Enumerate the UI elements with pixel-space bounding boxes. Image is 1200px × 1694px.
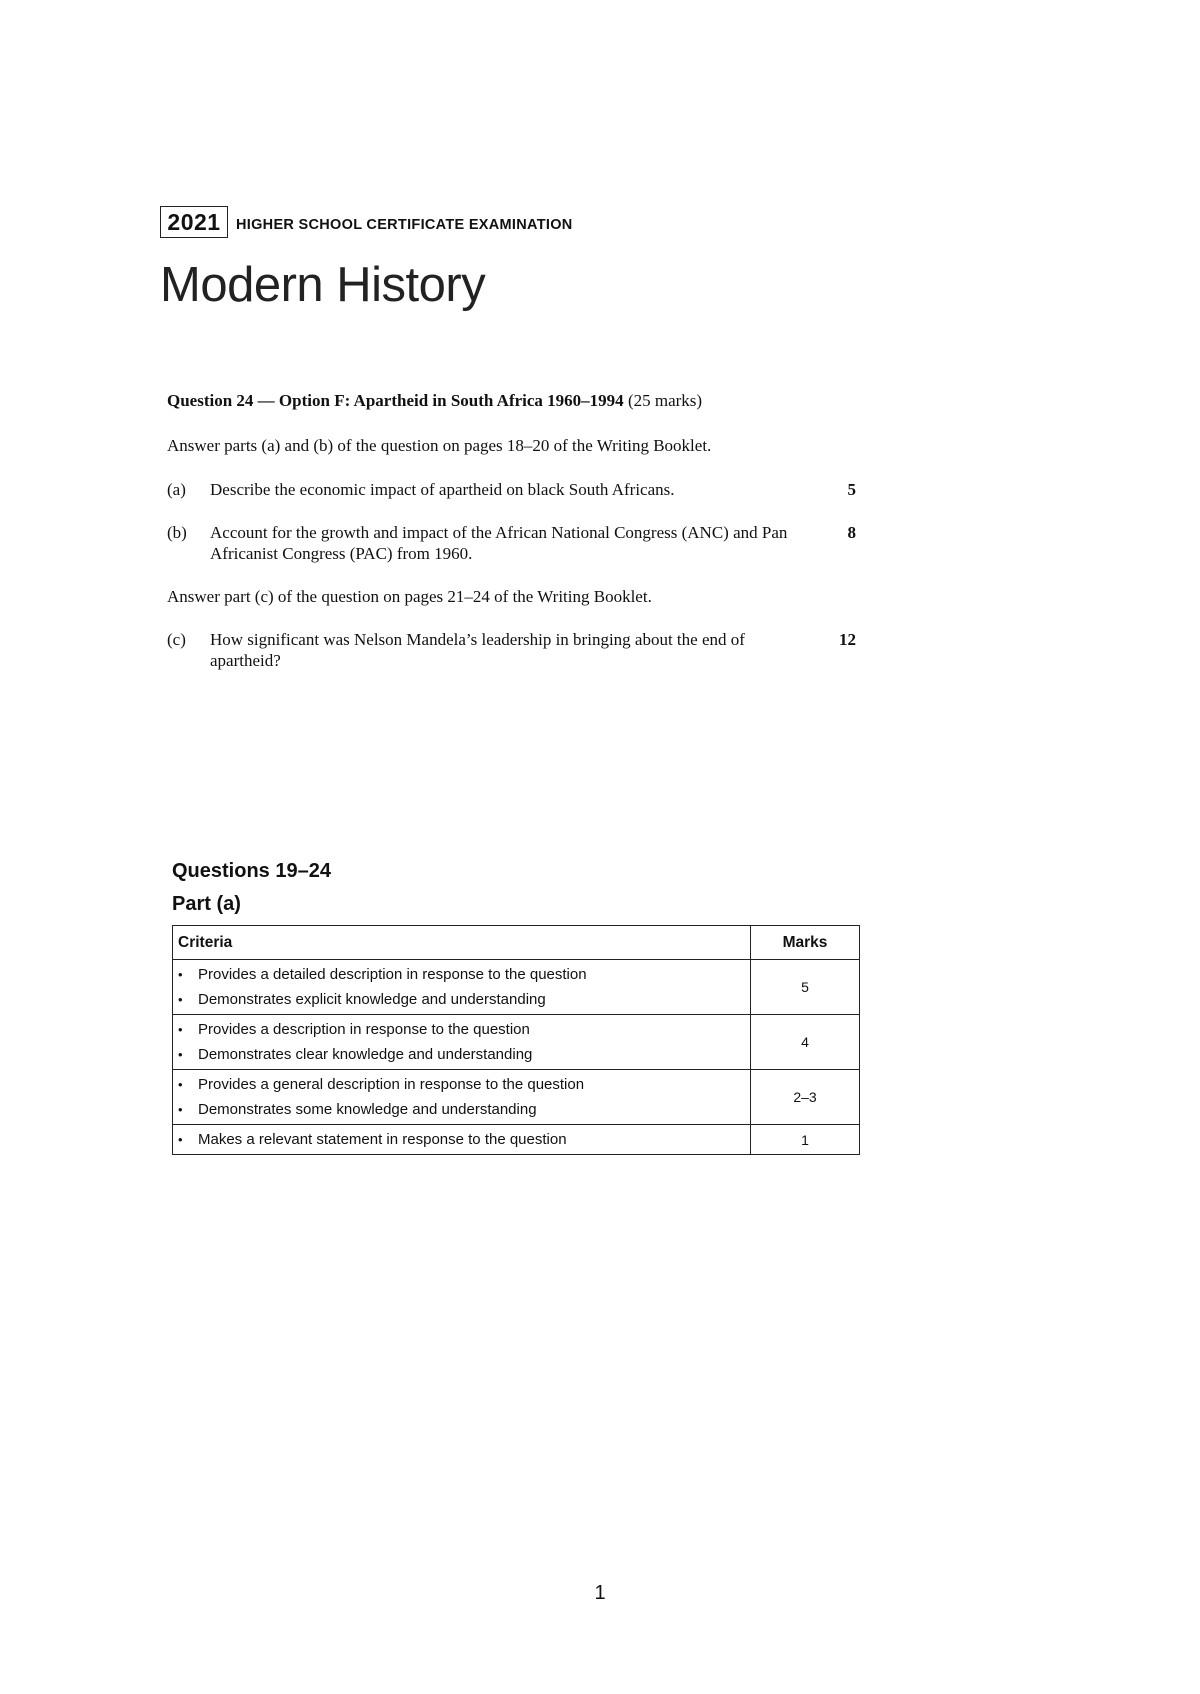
part-label: (c) xyxy=(167,630,186,649)
part-label: (a) xyxy=(167,480,186,499)
criterion-item xyxy=(178,1042,746,1067)
criterion-text: Provides a description in response to the question xyxy=(198,1021,530,1038)
table-row xyxy=(173,1070,860,1125)
criterion-item xyxy=(178,1017,746,1042)
criterion-text: Provides a detailed description in response to the question xyxy=(198,966,587,983)
bullet-icon: • xyxy=(178,1077,183,1092)
question-part-a xyxy=(167,479,860,500)
criteria-cell xyxy=(173,1015,751,1070)
question-part-b xyxy=(167,522,860,564)
part-marks: 5 xyxy=(847,480,856,499)
question-title: Question 24 — Option F: Apartheid in South Africa 1960–1994 xyxy=(167,391,624,410)
questions-range-heading: Questions 19–24 xyxy=(172,860,331,882)
table-header-row xyxy=(173,926,860,960)
bullet-icon: • xyxy=(178,1102,183,1117)
criterion-item xyxy=(178,987,746,1012)
criterion-text: Demonstrates some knowledge and understanding xyxy=(198,1101,537,1118)
exam-name: HIGHER SCHOOL CERTIFICATE EXAMINATION xyxy=(236,217,573,233)
marks-column-header: Marks xyxy=(751,926,860,960)
exam-year: 2021 xyxy=(160,206,228,238)
question-total-marks: (25 marks) xyxy=(627,391,703,410)
part-heading: Part (a) xyxy=(172,893,241,915)
marks-cell: 1 xyxy=(751,1125,860,1155)
marks-cell: 4 xyxy=(751,1015,860,1070)
instruction-part-c: Answer part (c) of the question on pages 21–24 of the Writing Booklet. xyxy=(167,587,652,606)
criteria-cell xyxy=(173,1070,751,1125)
criterion-item xyxy=(178,962,746,987)
table-row xyxy=(173,960,860,1015)
part-label: (b) xyxy=(167,523,187,542)
bullet-icon: • xyxy=(178,1132,183,1147)
part-text: Describe the economic impact of apartheid on black South Africans. xyxy=(210,480,675,499)
marks-cell: 2–3 xyxy=(751,1070,860,1125)
bullet-icon: • xyxy=(178,1047,183,1062)
table-row xyxy=(173,1125,860,1155)
part-marks: 12 xyxy=(839,630,856,649)
table-row xyxy=(173,1015,860,1070)
criteria-cell xyxy=(173,960,751,1015)
instruction-parts-ab: Answer parts (a) and (b) of the question on pages 18–20 of the Writing Booklet. xyxy=(167,436,712,455)
part-text: How significant was Nelson Mandela’s leadership in bringing about the end of apartheid? xyxy=(210,630,745,670)
marks-cell: 5 xyxy=(751,960,860,1015)
criteria-cell xyxy=(173,1125,751,1155)
bullet-icon: • xyxy=(178,967,183,982)
criterion-text: Makes a relevant statement in response to the question xyxy=(198,1131,567,1148)
question-heading xyxy=(167,390,702,411)
criterion-text: Demonstrates explicit knowledge and understanding xyxy=(198,991,546,1008)
marking-criteria-table xyxy=(172,925,860,1155)
part-text: Account for the growth and impact of the African National Congress (ANC) and Pan Africanist Congress (PAC) from 1960. xyxy=(210,523,788,563)
criterion-text: Provides a general description in response to the question xyxy=(198,1076,585,1093)
page-number: 1 xyxy=(594,1582,606,1604)
bullet-icon: • xyxy=(178,1022,183,1037)
criteria-column-header: Criteria xyxy=(173,926,751,960)
criterion-item xyxy=(178,1127,746,1152)
criterion-item xyxy=(178,1072,746,1097)
subject-title: Modern History xyxy=(160,258,486,312)
part-marks: 8 xyxy=(847,523,856,542)
question-part-c xyxy=(167,629,860,671)
bullet-icon: • xyxy=(178,992,183,1007)
criterion-text: Demonstrates clear knowledge and understanding xyxy=(198,1046,533,1063)
criterion-item xyxy=(178,1097,746,1122)
